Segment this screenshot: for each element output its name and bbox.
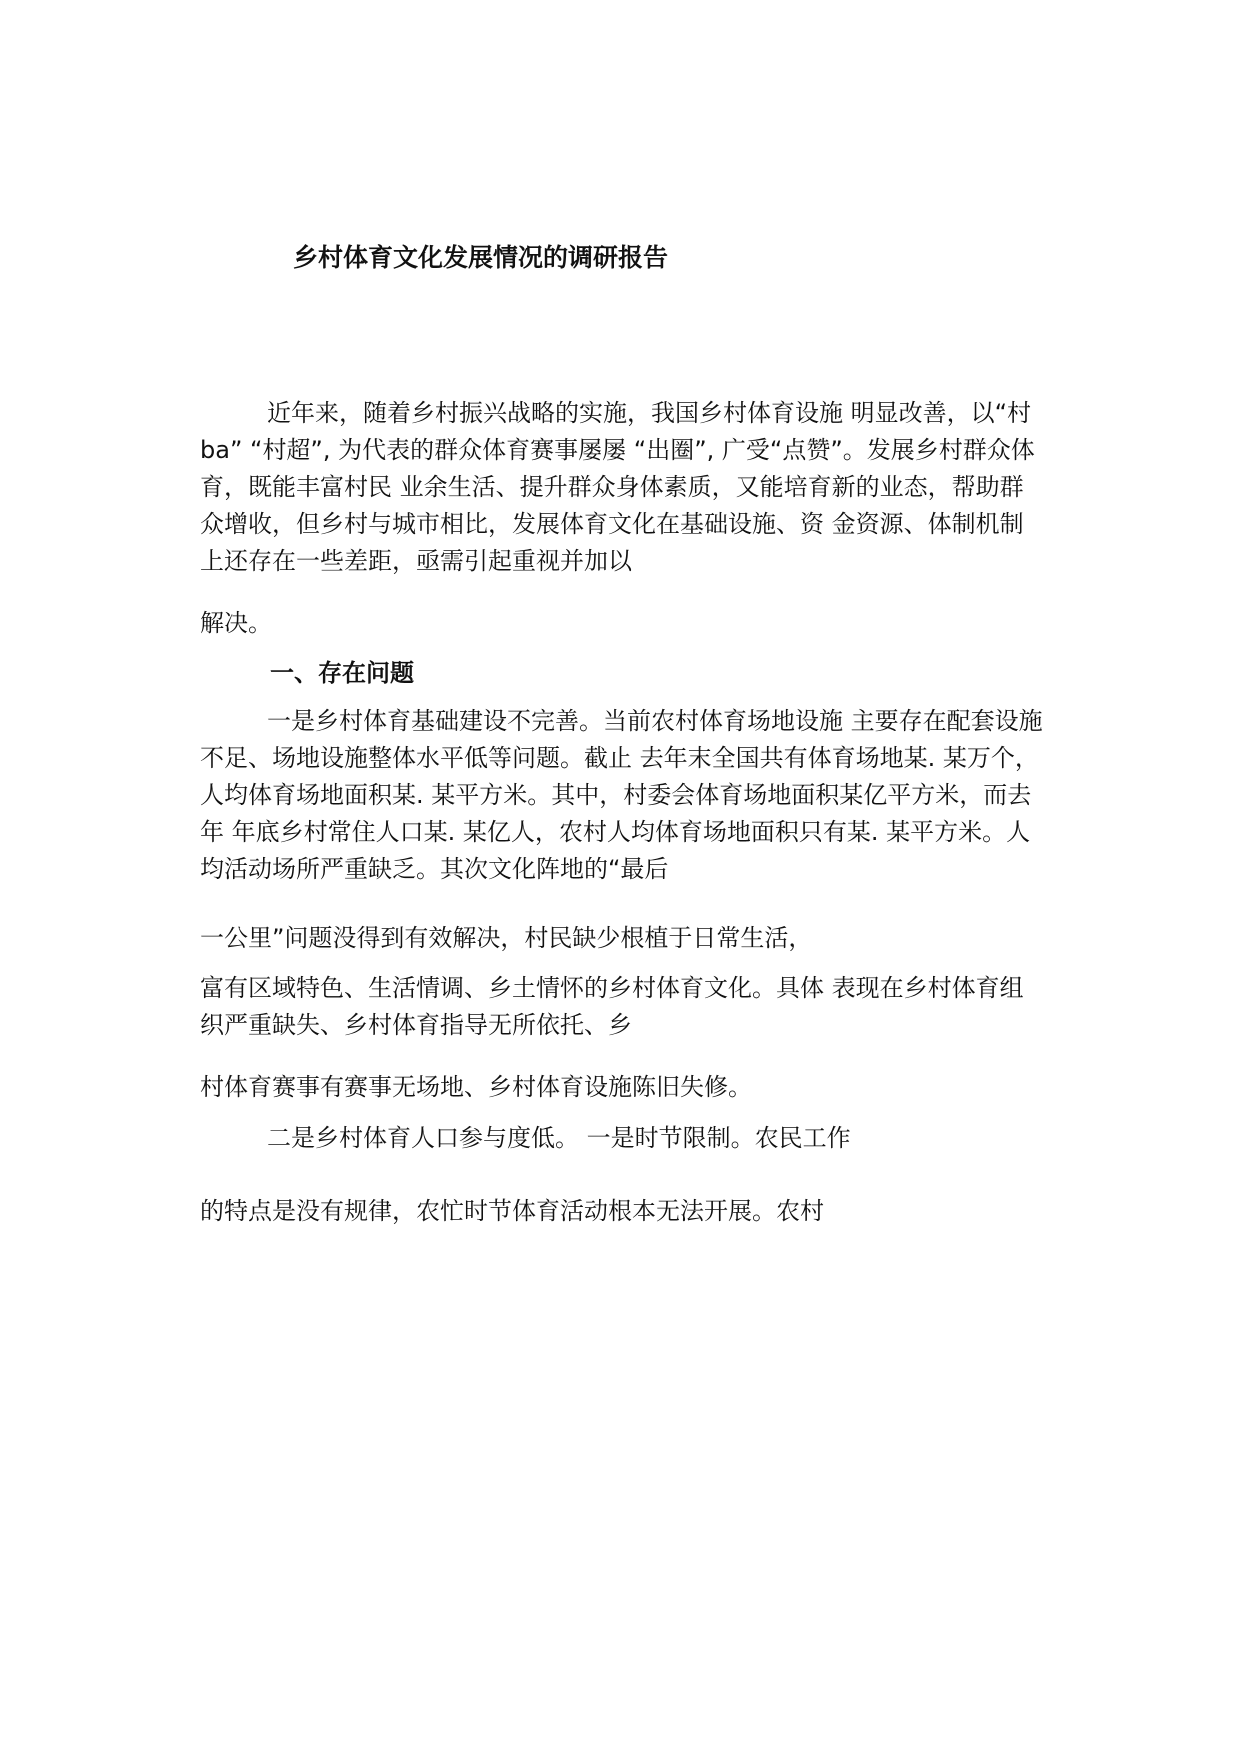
section1-para1-line-6: 一公里”问题没得到有效解决，村民缺少根植于日常生活， bbox=[200, 924, 813, 952]
intro-line-4: 众增收，但乡村与城市相比，发展体育文化在基础设施、资 金资源、体制机制 bbox=[200, 510, 1024, 538]
section-heading: 一、存在问题 bbox=[270, 659, 414, 687]
intro-line-1: 近年来，随着乡村振兴战略的实施，我国乡村体育设施 明显改善，以“村 bbox=[267, 399, 1032, 427]
document-title: 乡村体育文化发展情况的调研报告 bbox=[293, 243, 669, 272]
section1-para1-line-2: 不足、场地设施整体水平低等问题。截止 去年末全国共有体育场地某. 某万个， bbox=[200, 744, 1039, 772]
section1-para1-line-1: 一是乡村体育基础建设不完善。当前农村体育场地设施 主要存在配套设施 bbox=[267, 707, 1043, 735]
intro-line-2: ba” “村超”, 为代表的群众体育赛事屡屡 “出圈”, 广受“点赞”。发展乡村群众体 bbox=[200, 436, 1035, 464]
section1-para2-line-1: 二是乡村体育人口参与度低。 一是时节限制。农民工作 bbox=[267, 1124, 851, 1152]
intro-line-5: 上还存在一些差距，亟需引起重视并加以 bbox=[200, 547, 632, 575]
intro-line-6: 解决。 bbox=[200, 609, 272, 637]
section1-para2-line-2: 的特点是没有规律，农忙时节体育活动根本无法开展。农村 bbox=[200, 1197, 824, 1225]
section1-para1-line-9: 村体育赛事有赛事无场地、乡村体育设施陈旧失修。 bbox=[200, 1073, 752, 1101]
section1-para1-line-7: 富有区域特色、生活情调、乡土情怀的乡村体育文化。具体 表现在乡村体育组 bbox=[200, 974, 1024, 1002]
intro-line-3: 育，既能丰富村民 业余生活、提升群众身体素质，又能培育新的业态，帮助群 bbox=[200, 473, 1024, 501]
section1-para1-line-8: 织严重缺失、乡村体育指导无所依托、乡 bbox=[200, 1011, 632, 1039]
section1-para1-line-3: 人均体育场地面积某. 某平方米。其中，村委会体育场地面积某亿平方米，而去 bbox=[200, 781, 1032, 809]
section1-para1-line-4: 年 年底乡村常住人口某. 某亿人，农村人均体育场地面积只有某. 某平方米。人 bbox=[200, 818, 1031, 846]
section1-para1-line-5: 均活动场所严重缺乏。其次文化阵地的“最后 bbox=[200, 855, 669, 883]
